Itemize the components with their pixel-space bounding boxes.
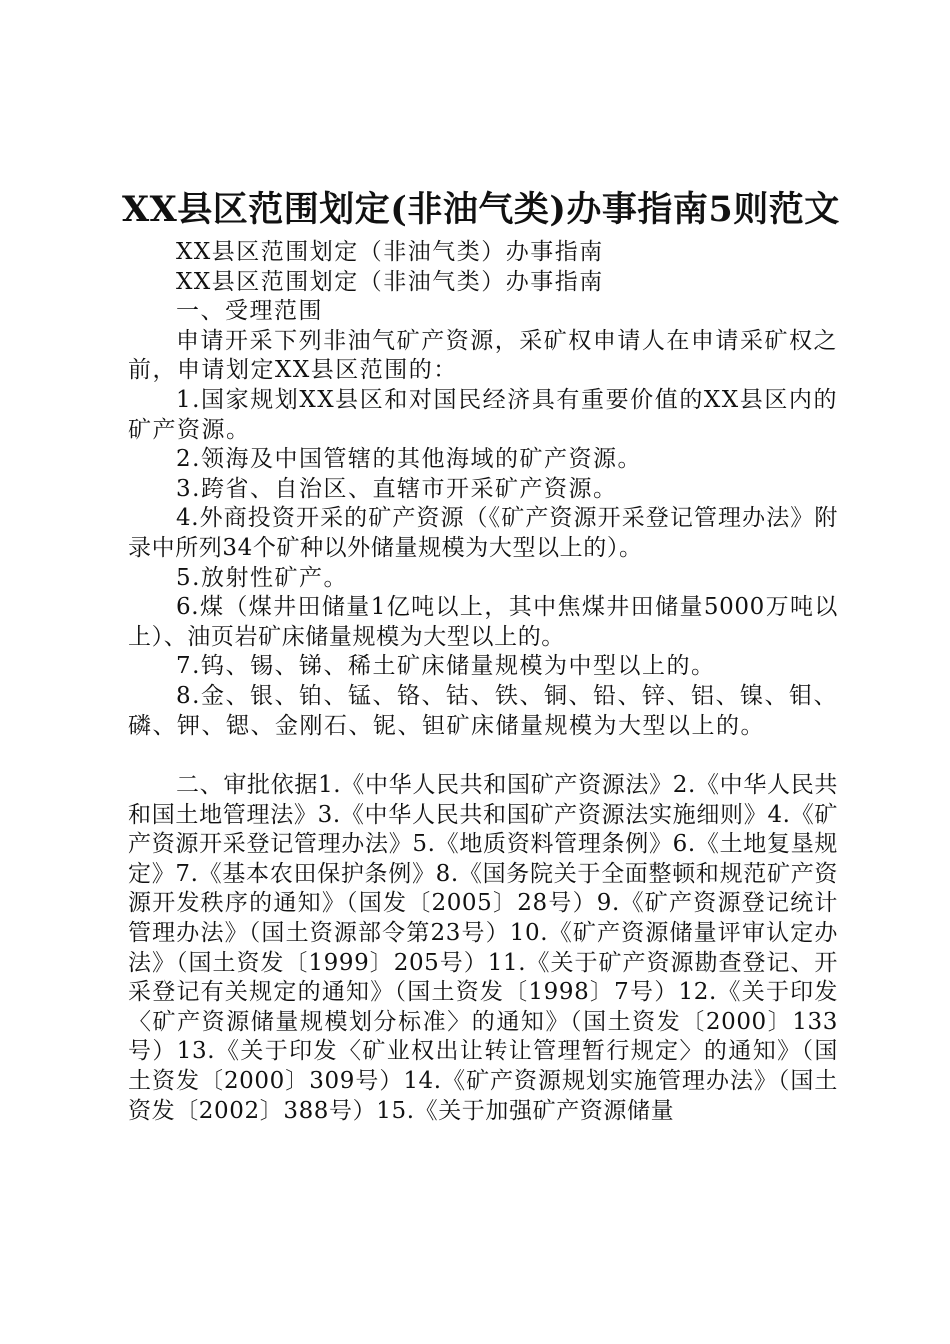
section-approval-basis: 二、审批依据1.《中华人民共和国矿产资源法》2.《中华人民共和国土地管理法》3.《中华人民共和国矿产资源法实施细则》4.《矿产资源开采登记管理办法》5.《地质资料管理条例》6.《土地复垦规定》7.《基本农田保护条例》8.《国务院关于全面整顿和规范矿产资源开发秩序的通知》（国发〔2005〕28号）9.《矿产资源登记统计管理办法》（国土资源部令第23号）10.《矿产资源储量评审认定办法》（国土资发〔1999〕205号）11.《关于矿产资源勘查登记、开采登记有关规定的通知》（国土资发〔1998〕7号）12.《关于印发〈矿产资源储量规模划分标准〉的通知》（国土资发〔2000〕133号）13.《关于印发〈矿业权出让转让管理暂行规定〉的通知》（国土资发〔2000〕309号）14.《矿产资源规划实施管理办法》（国土资发〔2002〕388号）15.《关于加强矿产资源储量 [128, 772, 838, 1124]
list-item-3: 3.跨省、自治区、直辖市开采矿产资源。 [176, 475, 618, 502]
section-heading-scope: 一、受理范围 [176, 298, 323, 325]
list-item-4: 4.外商投资开采的矿产资源（《矿产资源开采登记管理办法》附录中所列34个矿种以外储量规模为大型以上的）。 [128, 505, 838, 561]
list-item-1: 1.国家规划XX县区和对国民经济具有重要价值的XX县区内的矿产资源。 [128, 386, 838, 443]
list-item-6: 6.煤（煤井田储量1亿吨以上，其中焦煤井田储量5000万吨以上）、油页岩矿床储量规模为大型以上的。 [128, 594, 838, 650]
list-item-5: 5.放射性矿产。 [176, 564, 348, 591]
list-item-7: 7.钨、锡、锑、稀土矿床储量规模为中型以上的。 [176, 653, 716, 680]
document-page [122, 182, 840, 1126]
list-item-8: 8.金、银、铂、锰、铬、钴、铁、铜、铅、锌、铝、镍、钼、磷、钾、锶、金刚石、铌、钽矿床储量规模为大型以上的。 [128, 682, 838, 739]
paragraph-gap [128, 741, 838, 771]
paragraph-subtitle-2: XX县区范围划定（非油气类）办事指南 [176, 268, 604, 295]
paragraph-subtitle-1: XX县区范围划定（非油气类）办事指南 [176, 239, 604, 265]
paragraph-scope-intro: 申请开采下列非油气矿产资源，采矿权申请人在申请采矿权之前，申请划定XX县区范围的： [128, 327, 838, 384]
document-title: XX县区范围划定(非油气类)办事指南5则范文 [122, 189, 840, 230]
list-item-2: 2.领海及中国管辖的其他海域的矿产资源。 [176, 446, 642, 473]
